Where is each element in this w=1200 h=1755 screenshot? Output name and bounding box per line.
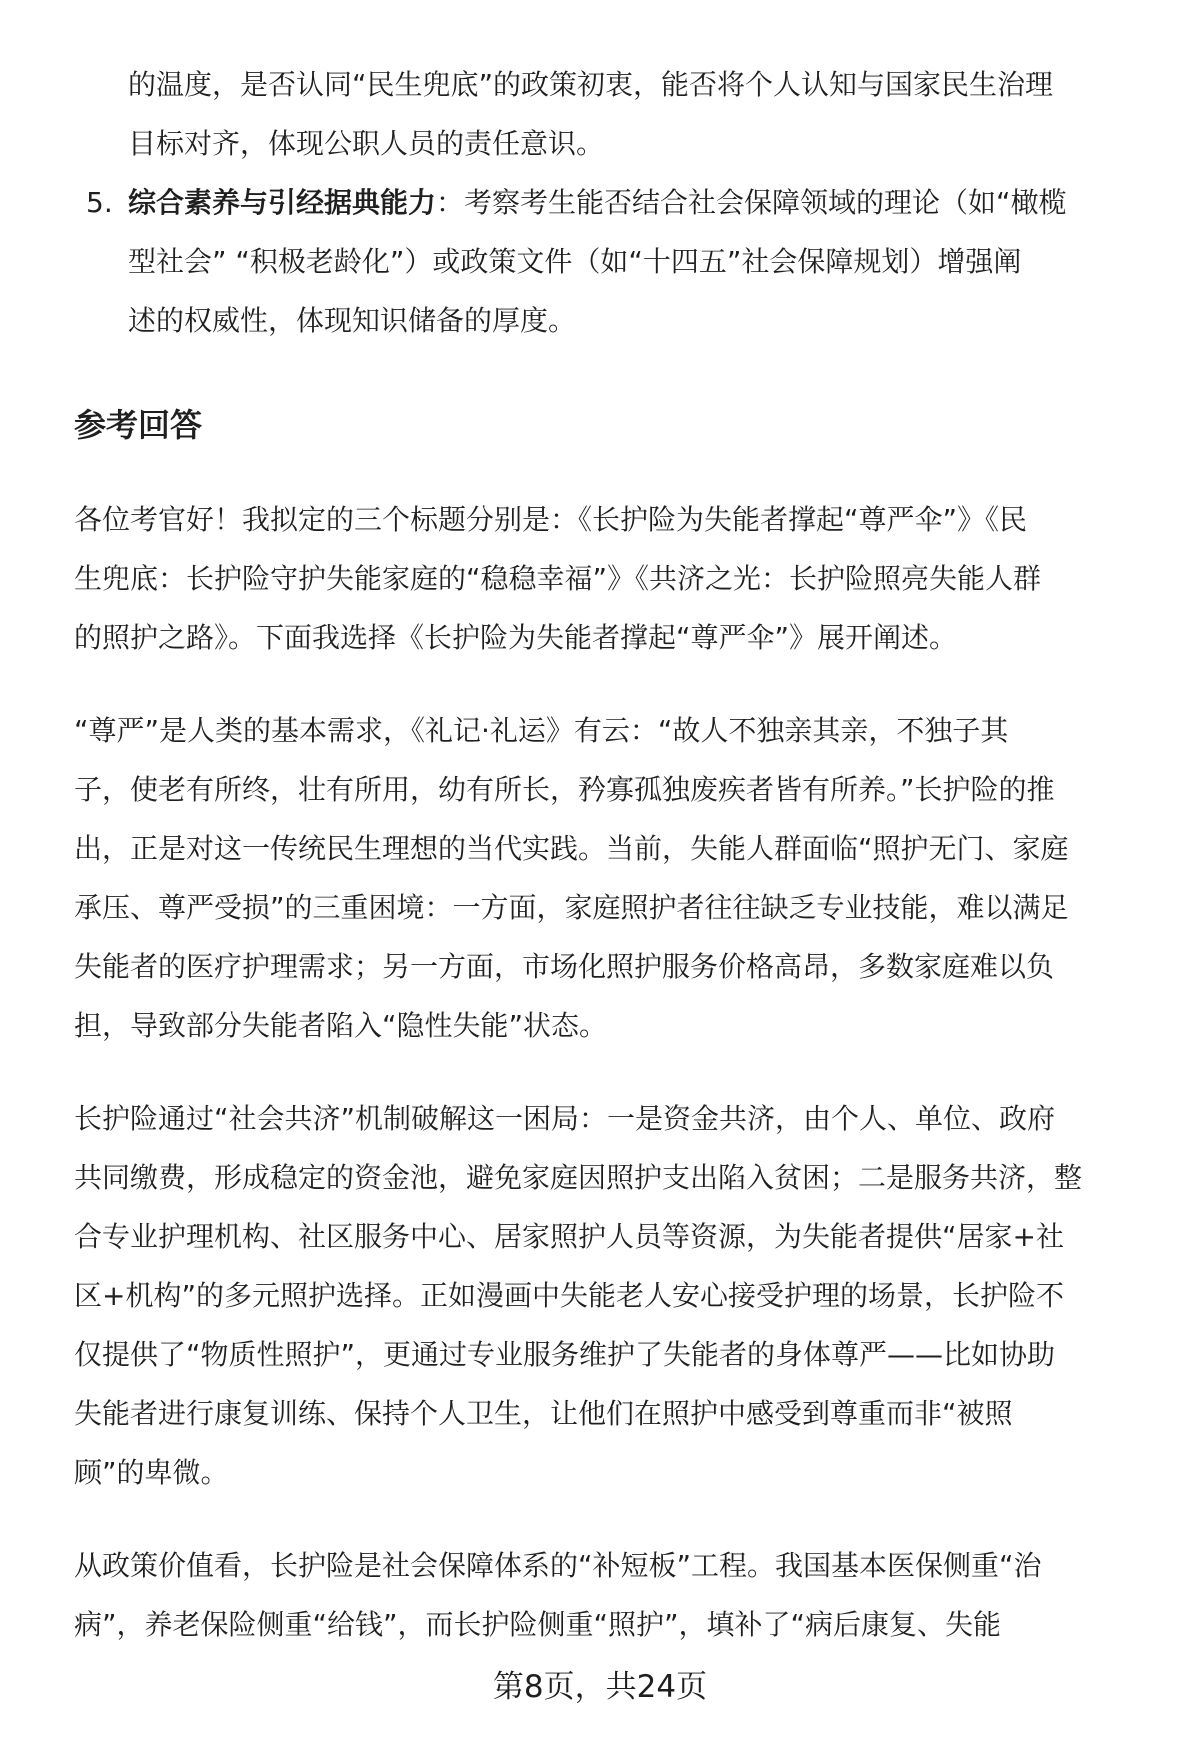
section-heading: 参考回答 xyxy=(74,406,203,444)
paragraph-3-line-6: 失能者进行康复训练、保持个人卫生，让他们在照护中感受到尊重而非“被照 xyxy=(74,1397,1013,1430)
paragraph-3-line-7: 顾”的卑微。 xyxy=(74,1456,229,1489)
item4-line-2: 目标对齐，体现公职人员的责任意识。 xyxy=(128,127,605,160)
item5-line-2: 型社会” “积极老龄化”）或政策文件（如“十四五”社会保障规划）增强阐 xyxy=(128,245,1022,278)
paragraph-2-line-5: 失能者的医疗护理需求；另一方面，市场化照护服务价格高昂，多数家庭难以负 xyxy=(74,950,1055,983)
paragraph-3-line-4: 区+机构”的多元照护选择。正如漫画中失能老人安心接受护理的场景，长护险不 xyxy=(74,1279,1064,1312)
paragraph-1-line-1: 各位考官好！我拟定的三个标题分别是：《长护险为失能者撑起“尊严伞”》《民 xyxy=(74,503,1028,536)
page-footer: 第8页，共24页 xyxy=(492,1669,708,1705)
item4-line-1: 的温度，是否认同“民生兜底”的政策初衷，能否将个人认知与国家民生治理 xyxy=(128,68,1054,101)
item5-line-1 xyxy=(128,183,1067,223)
paragraph-4-line-2: 病”，养老保险侧重“给钱”，而长护险侧重“照护”，填补了“病后康复、失能 xyxy=(74,1608,1002,1641)
item5-bold-label: 综合素养与引经据典能力 xyxy=(128,186,437,219)
paragraph-3-line-2: 共同缴费，形成稳定的资金池，避免家庭因照护支出陷入贫困；二是服务共济，整 xyxy=(74,1161,1083,1194)
paragraph-2-line-6: 担，导致部分失能者陷入“隐性失能”状态。 xyxy=(74,1009,608,1042)
paragraph-3-line-3: 合专业护理机构、社区服务中心、居家照护人员等资源，为失能者提供“居家+社 xyxy=(74,1220,1064,1253)
paragraph-2-line-1: “尊严”是人类的基本需求，《礼记·礼运》有云：“故人不独亲其亲，不独子其 xyxy=(74,714,1009,747)
paragraph-3-line-5: 仅提供了“物质性照护”，更通过专业服务维护了失能者的身体尊严——比如协助 xyxy=(74,1338,1056,1371)
paragraph-4-line-1: 从政策价值看，长护险是社会保障体系的“补短板”工程。我国基本医保侧重“治 xyxy=(74,1549,1042,1582)
item5-number: 5. xyxy=(86,186,113,219)
paragraph-3-line-1: 长护险通过“社会共济”机制破解这一困局：一是资金共济，由个人、单位、政府 xyxy=(74,1102,1056,1135)
item5-line-3: 述的权威性，体现知识储备的厚度。 xyxy=(128,304,577,337)
paragraph-2-line-3: 出，正是对这一传统民生理想的当代实践。当前，失能人群面临“照护无门、家庭 xyxy=(74,832,1069,865)
paragraph-1-line-2: 生兜底：长护险守护失能家庭的“稳稳幸福”》《共济之光：长护险照亮失能人群 xyxy=(74,562,1042,595)
item5-line-1-rest: ：考察考生能否结合社会保障领域的理论（如“橄榄 xyxy=(436,186,1067,219)
paragraph-2-line-2: 子，使老有所终，壮有所用，幼有所长，矜寡孤独废疾者皆有所养。”长护险的推 xyxy=(74,773,1055,806)
paragraph-2-line-4: 承压、尊严受损”的三重困境：一方面，家庭照护者往往缺乏专业技能，难以满足 xyxy=(74,891,1069,924)
paragraph-1-line-3: 的照护之路》。下面我选择《长护险为失能者撑起“尊严伞”》展开阐述。 xyxy=(74,621,958,654)
